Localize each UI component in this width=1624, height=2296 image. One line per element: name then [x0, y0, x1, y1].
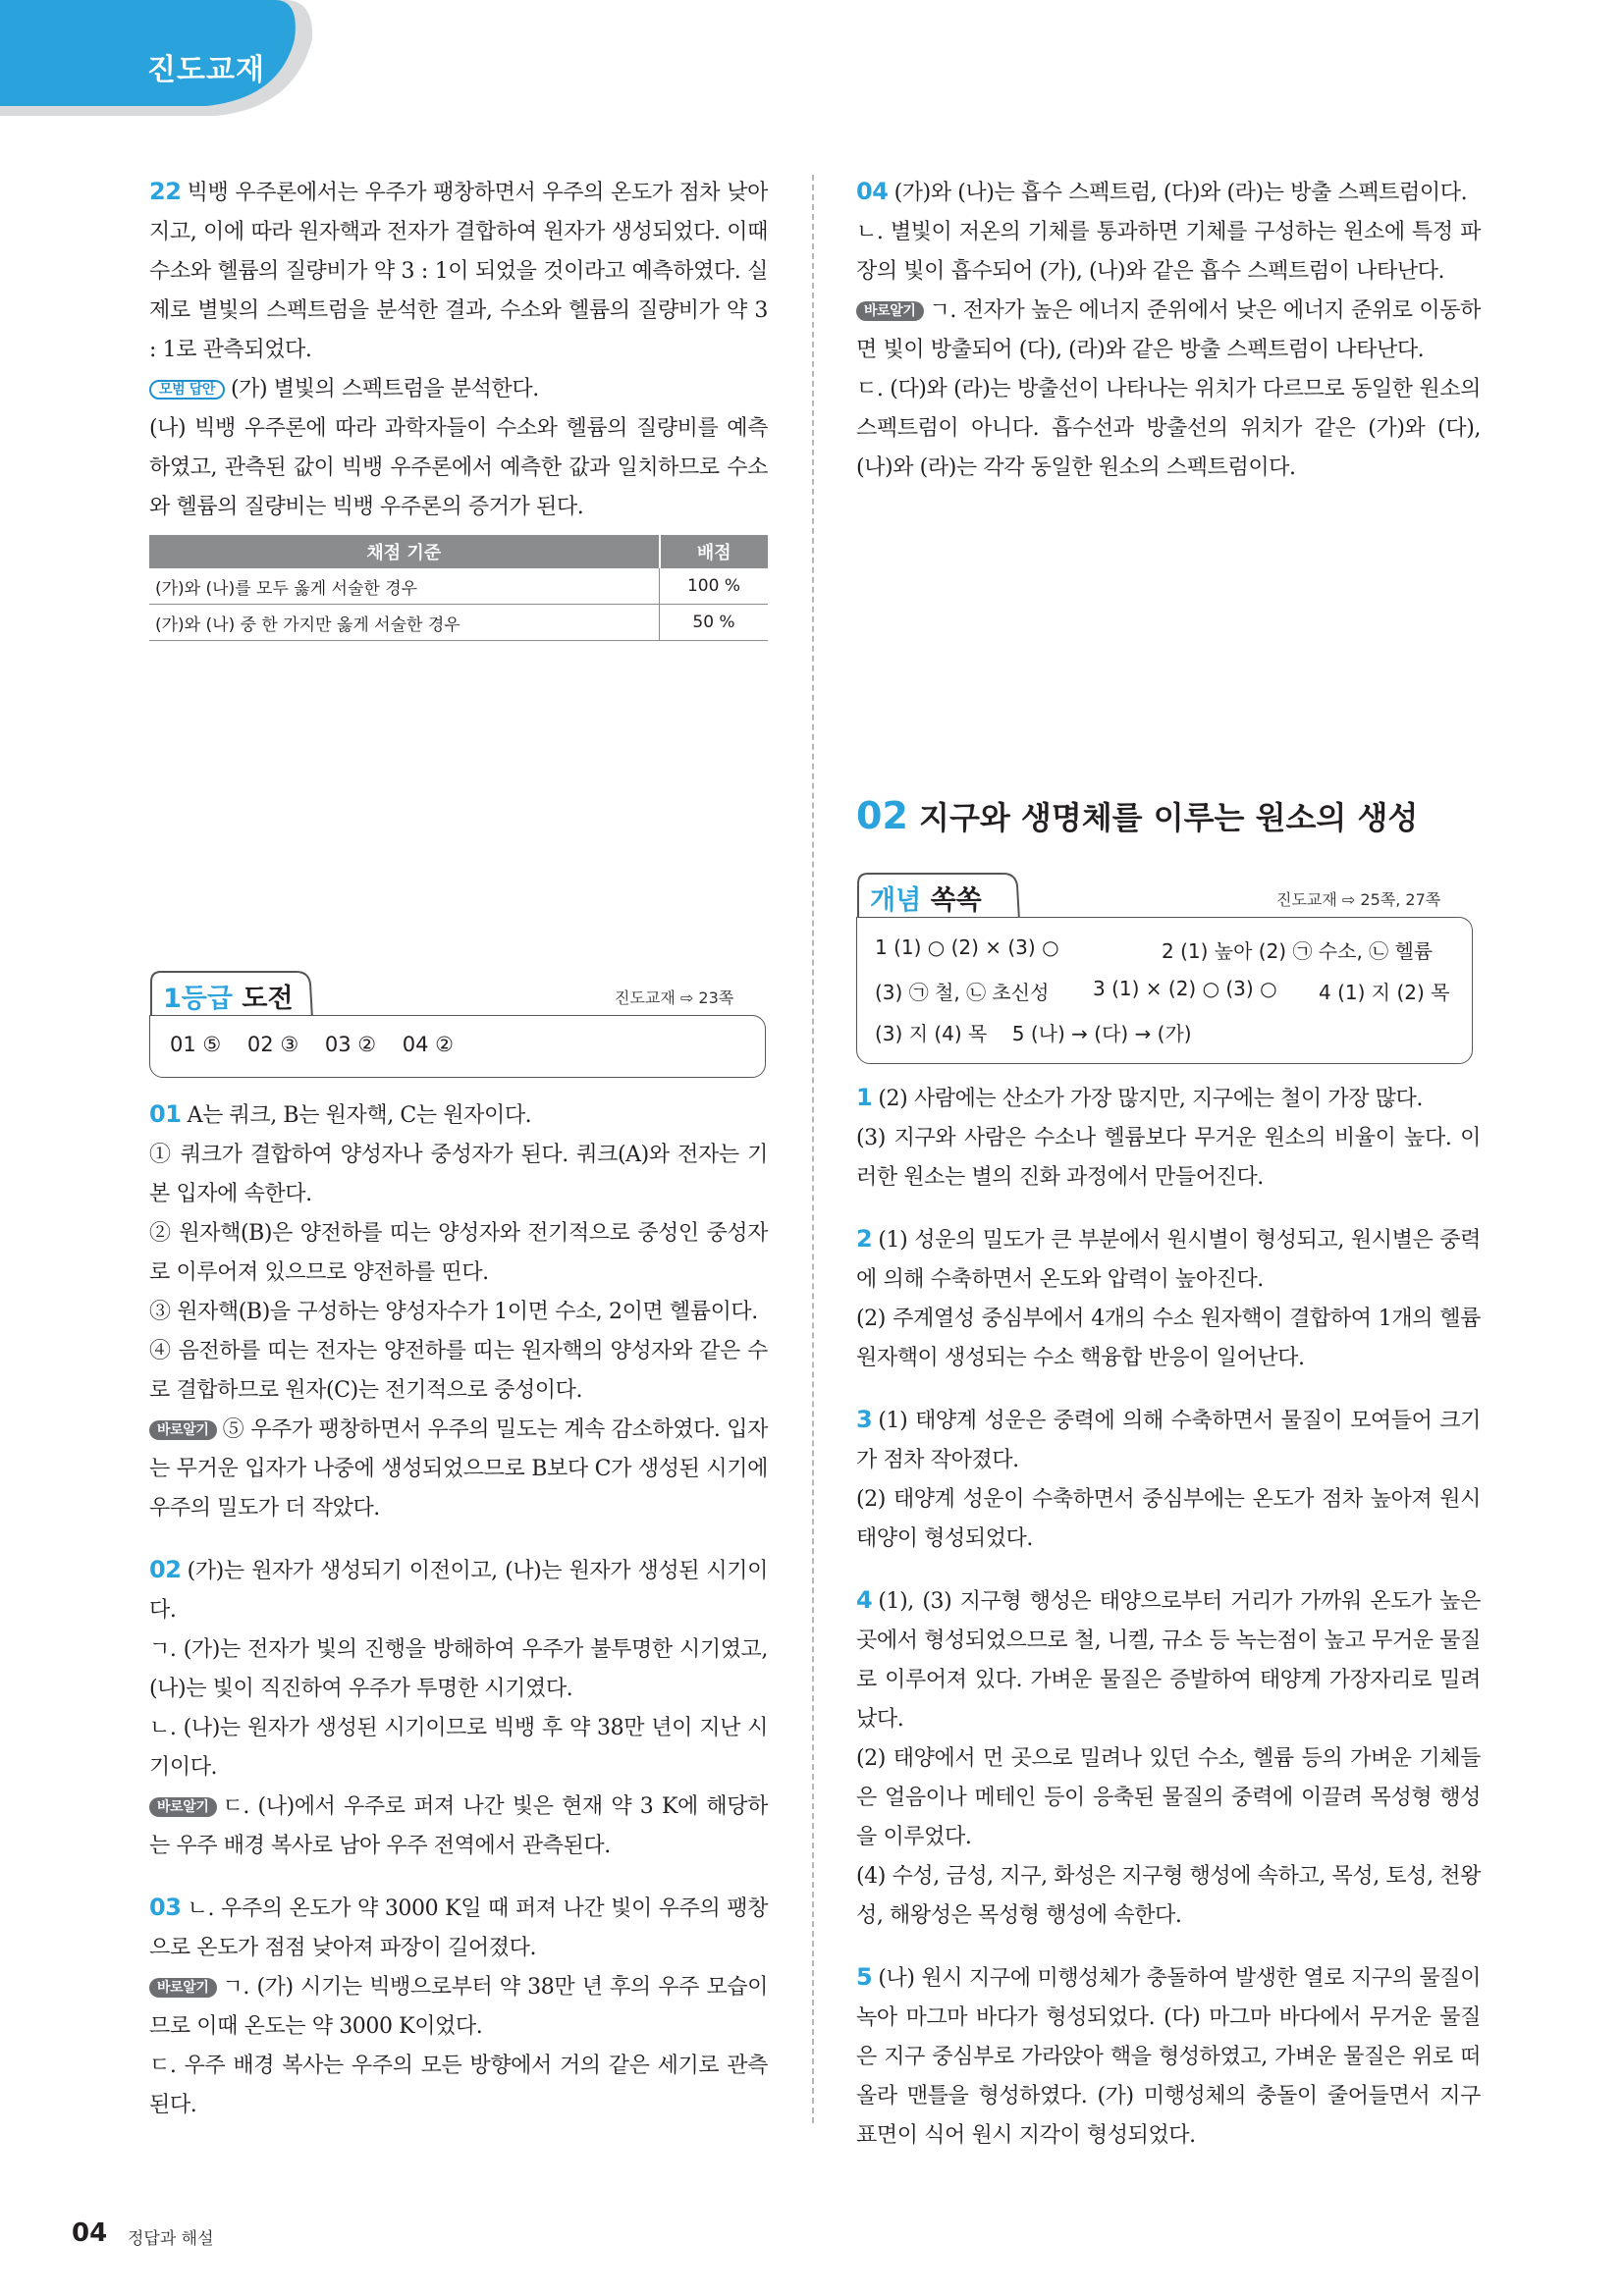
left-answers — [149, 1095, 768, 2125]
answer-line: (2) 사람에는 산소가 가장 많지만, 지구에는 철이 가장 많다. — [878, 1087, 1423, 1111]
section-title-text: 지구와 생명체를 이루는 원소의 생성 — [919, 799, 1419, 836]
concept-title-b: 쏙쏙 — [930, 885, 982, 916]
challenge-title-a: 1등급 — [163, 984, 233, 1014]
challenge-title — [163, 977, 294, 1015]
question-number: 4 — [856, 1586, 873, 1614]
answer-03 — [149, 1888, 768, 2125]
section-title — [856, 793, 1418, 838]
question-number: 3 — [856, 1406, 873, 1433]
question-number: 5 — [856, 1963, 873, 1991]
answer-line: (4) 수성, 금성, 지구, 화성은 지구형 행성에 속하고, 목성, 토성, 천왕성, 해왕성은 목성형 행성에 속한다. — [856, 1864, 1481, 1928]
answer-line: (1) 태양계 성운은 중력에 의해 수축하면서 물질이 모여들어 크기가 점차 작아졌다. — [856, 1409, 1481, 1472]
answer-1 — [856, 1078, 1481, 1198]
correction-tag: 바로알기 — [856, 301, 924, 321]
correction-tag: 바로알기 — [149, 1797, 217, 1817]
concept-page-ref: 진도교재 ⇨ 25쪽, 27쪽 — [1276, 890, 1441, 909]
question-number: 01 — [149, 1100, 182, 1128]
grading-table — [149, 535, 768, 641]
right-column — [856, 172, 1481, 488]
left-column — [149, 172, 768, 641]
answer-line: (1) 성운의 밀도가 큰 부분에서 원시별이 형성되고, 원시별은 중력에 의해 수축하면서 온도와 압력이 높아진다. — [856, 1228, 1481, 1292]
concept-line: (3) 지 (4) 목 5 (나) → (다) → (가) — [875, 1022, 1192, 1045]
section-number: 02 — [856, 794, 908, 837]
grading-header-criteria: 채점 기준 — [149, 535, 660, 568]
answer-line: ㄱ. (가)는 전자가 빛의 진행을 방해하여 우주가 불투명한 시기였고, (나)는 빛이 직진하여 우주가 투명한 시기였다. — [149, 1637, 768, 1701]
footer-text: 정답과 해설 — [128, 2229, 214, 2249]
answer-line: ③ 원자핵(B)을 구성하는 양성자수가 1이면 수소, 2이면 헬륨이다. — [149, 1300, 758, 1324]
grading-header-score: 배점 — [660, 535, 769, 568]
answer-2 — [856, 1219, 1481, 1378]
concept-line: 3 (1) × (2) ○ (3) ○ — [1093, 977, 1277, 1000]
question-number: 2 — [856, 1225, 873, 1253]
grading-criteria: (가)와 (나)를 모두 옳게 서술한 경우 — [149, 568, 660, 605]
answer-line: (2) 태양에서 먼 곳으로 밀려나 있던 수소, 헬륨 등의 가벼운 기체들은 얼음이나 메테인 등이 응축된 물질의 중력에 이끌려 목성형 행성을 이루었다. — [856, 1746, 1481, 1849]
challenge-answers: 01 ⑤ 02 ③ 03 ② 04 ② — [170, 1033, 454, 1056]
question-22 — [149, 172, 768, 527]
answer-4 — [856, 1580, 1481, 1936]
answer-b: (나) 빅뱅 우주론에 따라 과학자들이 수소와 헬륨의 질량비를 예측하였고, 관측된 값이 빅뱅 우주론에서 예측한 값과 일치하므로 수소와 헬륨의 질량비는 빅뱅 우주론의 증거가 된다. — [149, 416, 768, 519]
question-number: 03 — [149, 1894, 182, 1921]
question-number: 22 — [149, 178, 182, 205]
answer-02 — [149, 1550, 768, 1866]
concept-line: 1 (1) ○ (2) × (3) ○ — [875, 935, 1059, 959]
grading-score: 100 % — [660, 568, 769, 605]
answer-line: ④ 음전하를 띠는 전자는 양전하를 띠는 원자핵의 양성자와 같은 수로 결합하므로 원자(C)는 전기적으로 중성이다. — [149, 1339, 768, 1403]
concept-title — [870, 879, 982, 917]
table-row — [149, 605, 768, 641]
answer-line: (2) 주계열성 중심부에서 4개의 수소 원자핵이 결합하여 1개의 헬륨 원자핵이 생성되는 수소 핵융합 반응이 일어난다. — [856, 1307, 1481, 1370]
correction-tag: 바로알기 — [149, 1978, 217, 1998]
challenge-page-ref: 진도교재 ⇨ 23쪽 — [615, 988, 734, 1007]
answer-line: ㄴ. (나)는 원자가 생성된 시기이므로 빅뱅 후 약 38만 년이 지난 시기이다. — [149, 1716, 768, 1780]
answer-line: (1), (3) 지구형 행성은 태양으로부터 거리가 가까워 온도가 높은 곳에서 형성되었으므로 철, 니켈, 규소 등 녹는점이 높고 무거운 물질로 이루어져 있다. 가벼운 물질은 증발하여 태양계 가장자리로 밀려났다. — [856, 1589, 1481, 1732]
answer-a: (가) 별빛의 스펙트럼을 분석한다. — [230, 377, 539, 401]
answer-line: ㄷ. 우주 배경 복사는 우주의 모든 방향에서 거의 같은 세기로 관측된다. — [149, 2054, 768, 2117]
column-divider — [812, 175, 814, 2123]
answer-line: ① 쿼크가 결합하여 양성자나 중성자가 된다. 쿼크(A)와 전자는 기본 입자에 속한다. — [149, 1143, 768, 1206]
question-number: 02 — [149, 1556, 182, 1583]
answer-line: ㄴ. 우주의 온도가 약 3000 K일 때 퍼져 나간 빛이 우주의 팽창으로 온도가 점점 낮아져 파장이 길어졌다. — [149, 1896, 768, 1960]
header-label: 진도교재 — [147, 53, 265, 87]
challenge-title-b: 도전 — [242, 984, 294, 1014]
answer-01 — [149, 1095, 768, 1528]
answer-line: (가)와 (나)는 흡수 스펙트럼, (다)와 (라)는 방출 스펙트럼이다. — [893, 181, 1468, 205]
answer-3 — [856, 1400, 1481, 1559]
answer-line: A는 쿼크, B는 원자핵, C는 원자이다. — [187, 1103, 532, 1128]
concept-line: 2 (1) 높아 (2) ㉠ 수소, ㉡ 헬륨 — [1162, 939, 1434, 963]
challenge-box — [149, 1015, 766, 1078]
concept-box — [856, 917, 1473, 1064]
concept-line: (3) ㉠ 철, ㉡ 초신성 — [875, 981, 1050, 1004]
grading-score: 50 % — [660, 605, 769, 641]
answer-line: ㄷ. (다)와 (라)는 방출선이 나타나는 위치가 다르므로 동일한 원소의 스펙트럼이 아니다. 흡수선과 방출선의 위치가 같은 (가)와 (다), (나)와 (라)는 각각 동일한 원소의 스펙트럼이다. — [856, 377, 1481, 480]
answer-line: ② 원자핵(B)은 양전하를 띠는 양성자와 전기적으로 중성인 중성자로 이루어져 있으므로 양전하를 띤다. — [149, 1221, 768, 1285]
answer-04 — [856, 172, 1481, 488]
correction-text: ㄷ. (나)에서 우주로 퍼져 나간 빛은 현재 약 3 K에 해당하는 우주 배경 복사로 남아 우주 전역에서 관측된다. — [149, 1794, 768, 1858]
answer-5 — [856, 1957, 1481, 2156]
answer-line: (3) 지구와 사람은 수소나 헬륨보다 무거운 원소의 비율이 높다. 이러한 원소는 별의 진화 과정에서 만들어진다. — [856, 1126, 1481, 1190]
concept-line: 4 (1) 지 (2) 목 — [1319, 981, 1450, 1004]
model-answer-tag: 모범 답안 — [149, 380, 225, 400]
question-number: 1 — [856, 1084, 873, 1111]
correction-text: ㄱ. 전자가 높은 에너지 준위에서 낮은 에너지 준위로 이동하면 빛이 방출되어 (다), (라)와 같은 방출 스펙트럼이 나타난다. — [856, 298, 1481, 362]
answer-line: (가)는 원자가 생성되기 이전이고, (나)는 원자가 생성된 시기이다. — [149, 1559, 768, 1623]
correction-tag: 바로알기 — [149, 1420, 217, 1440]
answer-line: ㄴ. 별빛이 저온의 기체를 통과하면 기체를 구성하는 원소에 특정 파장의 빛이 흡수되어 (가), (나)와 같은 흡수 스펙트럼이 나타난다. — [856, 220, 1481, 284]
grading-criteria: (가)와 (나) 중 한 가지만 옳게 서술한 경우 — [149, 605, 660, 641]
page-number: 04 — [72, 2218, 108, 2248]
correction-text: ⑤ 우주가 팽창하면서 우주의 밀도는 계속 감소하였다. 입자는 무거운 입자가 나중에 생성되었으므로 B보다 C가 생성된 시기에 우주의 밀도가 더 작았다. — [149, 1417, 768, 1521]
correction-text: ㄱ. (가) 시기는 빅뱅으로부터 약 38만 년 후의 우주 모습이므로 이때 온도는 약 3000 K이었다. — [149, 1975, 768, 2039]
answer-line: (나) 원시 지구에 미행성체가 충돌하여 발생한 열로 지구의 물질이 녹아 마그마 바다가 형성되었다. (다) 마그마 바다에서 무거운 물질은 지구 중심부로 가라앉아 핵을 형성하였고, 가벼운 물질은 위로 떠올라 맨틀을 형성하였다. (가) 미행성체의 충돌이 줄어들면서 지구 표면이 식어 원시 지각이 형성되었다. — [856, 1966, 1481, 2148]
question-number: 04 — [856, 178, 889, 205]
answer-line: (2) 태양계 성운이 수축하면서 중심부에는 온도가 점차 높아져 원시 태양이 형성되었다. — [856, 1487, 1481, 1551]
right-answers — [856, 1078, 1481, 2156]
question-text: 빅뱅 우주론에서는 우주가 팽창하면서 우주의 온도가 점차 낮아지고, 이에 따라 원자핵과 전자가 결합하여 원자가 생성되었다. 이때 수소와 헬륨의 질량비가 약 3 : 1이 되었을 것이라고 예측하였다. 실제로 별빛의 스펙트럼을 분석한 결과, 수소와 헬륨의 질량비가 약 3 : 1로 관측되었다. — [149, 181, 768, 362]
table-row — [149, 568, 768, 605]
concept-title-a: 개념 — [870, 885, 922, 916]
